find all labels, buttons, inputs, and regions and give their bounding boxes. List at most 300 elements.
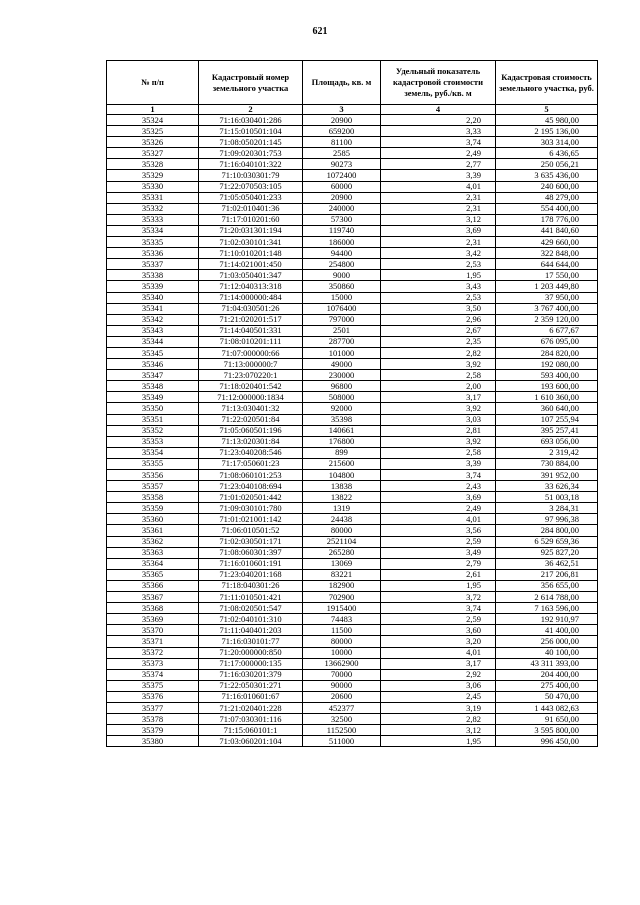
table-row <box>107 558 598 569</box>
cadastral-number-cell: 71:18:020401:542 <box>199 381 303 392</box>
cadastral-value-cell: 284 800,00 <box>496 525 598 536</box>
cadastral-number-cell: 71:10:030301:79 <box>199 170 303 181</box>
area-cell: 176800 <box>303 436 381 447</box>
cadastral-number-cell: 71:08:010201:111 <box>199 336 303 347</box>
specific-value-cell: 3,60 <box>381 625 496 636</box>
area-cell: 2585 <box>303 148 381 159</box>
specific-value-cell: 2,59 <box>381 536 496 547</box>
row-number-cell: 35353 <box>107 436 199 447</box>
cadastral-number-cell: 71:13:030401:32 <box>199 403 303 414</box>
table-row <box>107 536 598 547</box>
cadastral-number-cell: 71:01:021001:142 <box>199 514 303 525</box>
specific-value-cell: 3,39 <box>381 458 496 469</box>
table-row <box>107 414 598 425</box>
area-cell: 230000 <box>303 370 381 381</box>
area-cell: 74483 <box>303 614 381 625</box>
table-row <box>107 425 598 436</box>
area-cell: 13838 <box>303 481 381 492</box>
table-row <box>107 680 598 691</box>
table-row <box>107 514 598 525</box>
cadastral-number-cell: 71:02:030501:171 <box>199 536 303 547</box>
column-number: 5 <box>496 105 598 115</box>
row-number-cell: 35374 <box>107 669 199 680</box>
cadastral-number-cell: 71:03:050401:347 <box>199 270 303 281</box>
row-number-cell: 35327 <box>107 148 199 159</box>
cadastral-value-cell: 2 319,42 <box>496 447 598 458</box>
cadastral-number-cell: 71:21:020401:228 <box>199 702 303 713</box>
cadastral-value-cell: 41 400,00 <box>496 625 598 636</box>
cadastral-value-cell: 284 820,00 <box>496 347 598 358</box>
specific-value-cell: 3,42 <box>381 248 496 259</box>
area-cell: 13069 <box>303 558 381 569</box>
cadastral-value-cell: 996 450,00 <box>496 736 598 747</box>
cadastral-value-cell: 275 400,00 <box>496 680 598 691</box>
row-number-cell: 35351 <box>107 414 199 425</box>
cadastral-value-cell: 48 279,00 <box>496 192 598 203</box>
area-cell: 90273 <box>303 159 381 170</box>
row-number-cell: 35360 <box>107 514 199 525</box>
table-row <box>107 347 598 358</box>
area-cell: 1152500 <box>303 725 381 736</box>
specific-value-cell: 3,33 <box>381 126 496 137</box>
area-cell: 57300 <box>303 214 381 225</box>
specific-value-cell: 3,12 <box>381 214 496 225</box>
specific-value-cell: 3,17 <box>381 658 496 669</box>
area-cell: 60000 <box>303 181 381 192</box>
specific-value-cell: 3,17 <box>381 392 496 403</box>
specific-value-cell: 2,00 <box>381 381 496 392</box>
row-number-cell: 35367 <box>107 592 199 603</box>
row-number-cell: 35378 <box>107 714 199 725</box>
table-row <box>107 192 598 203</box>
cadastral-number-cell: 71:15:010501:104 <box>199 126 303 137</box>
table-row <box>107 381 598 392</box>
row-number-cell: 35366 <box>107 580 199 591</box>
cadastral-value-cell: 240 600,00 <box>496 181 598 192</box>
cadastral-number-cell: 71:16:040101:322 <box>199 159 303 170</box>
cadastral-number-cell: 71:10:010201:148 <box>199 248 303 259</box>
row-number-cell: 35345 <box>107 347 199 358</box>
cadastral-number-cell: 71:08:060301:397 <box>199 547 303 558</box>
cadastral-number-cell: 71:16:030201:379 <box>199 669 303 680</box>
cadastral-number-cell: 71:13:020301:84 <box>199 436 303 447</box>
specific-value-cell: 2,59 <box>381 614 496 625</box>
cadastral-value-cell: 43 311 393,00 <box>496 658 598 669</box>
row-number-cell: 35361 <box>107 525 199 536</box>
cadastral-number-cell: 71:14:000000:484 <box>199 292 303 303</box>
table-row <box>107 580 598 591</box>
specific-value-cell: 3,39 <box>381 170 496 181</box>
row-number-cell: 35348 <box>107 381 199 392</box>
cadastral-value-cell: 3 635 436,00 <box>496 170 598 181</box>
table-row <box>107 392 598 403</box>
row-number-cell: 35368 <box>107 603 199 614</box>
specific-value-cell: 2,82 <box>381 347 496 358</box>
specific-value-cell: 2,81 <box>381 425 496 436</box>
specific-value-cell: 3,92 <box>381 359 496 370</box>
cadastral-value-cell: 730 884,00 <box>496 458 598 469</box>
row-number-cell: 35343 <box>107 325 199 336</box>
row-number-cell: 35375 <box>107 680 199 691</box>
table-row <box>107 237 598 248</box>
area-cell: 15000 <box>303 292 381 303</box>
column-number: 4 <box>381 105 496 115</box>
specific-value-cell: 4,01 <box>381 181 496 192</box>
area-cell: 81100 <box>303 137 381 148</box>
cadastral-number-cell: 71:21:020201:517 <box>199 314 303 325</box>
table-row <box>107 325 598 336</box>
cadastral-number-cell: 71:02:010401:36 <box>199 203 303 214</box>
table-row <box>107 436 598 447</box>
table-row <box>107 614 598 625</box>
column-number: 3 <box>303 105 381 115</box>
table-row <box>107 736 598 747</box>
row-number-cell: 35328 <box>107 159 199 170</box>
row-number-cell: 35332 <box>107 203 199 214</box>
area-cell: 9000 <box>303 270 381 281</box>
table-row <box>107 159 598 170</box>
specific-value-cell: 3,43 <box>381 281 496 292</box>
table-row <box>107 569 598 580</box>
table-row <box>107 281 598 292</box>
row-number-cell: 35373 <box>107 658 199 669</box>
area-cell: 35398 <box>303 414 381 425</box>
table-row <box>107 248 598 259</box>
table-row <box>107 303 598 314</box>
area-cell: 92000 <box>303 403 381 414</box>
column-number-row <box>107 105 598 115</box>
row-number-cell: 35379 <box>107 725 199 736</box>
cadastral-number-cell: 71:16:030101:77 <box>199 636 303 647</box>
table-row <box>107 492 598 503</box>
cadastral-value-cell: 6 436,65 <box>496 148 598 159</box>
cadastral-number-cell: 71:16:010601:67 <box>199 691 303 702</box>
specific-value-cell: 3,12 <box>381 725 496 736</box>
area-cell: 119740 <box>303 225 381 236</box>
row-number-cell: 35350 <box>107 403 199 414</box>
row-number-cell: 35324 <box>107 115 199 126</box>
cadastral-value-cell: 36 462,51 <box>496 558 598 569</box>
area-cell: 90000 <box>303 680 381 691</box>
specific-value-cell: 3,92 <box>381 403 496 414</box>
specific-value-cell: 2,61 <box>381 569 496 580</box>
specific-value-cell: 1,95 <box>381 270 496 281</box>
table-row <box>107 658 598 669</box>
table-row <box>107 259 598 270</box>
cadastral-value-cell: 395 257,41 <box>496 425 598 436</box>
specific-value-cell: 4,01 <box>381 514 496 525</box>
cadastral-number-cell: 71:20:031301:194 <box>199 225 303 236</box>
table-row <box>107 314 598 325</box>
area-cell: 94400 <box>303 248 381 259</box>
row-number-cell: 35376 <box>107 691 199 702</box>
row-number-cell: 35331 <box>107 192 199 203</box>
cadastral-number-cell: 71:08:060101:253 <box>199 470 303 481</box>
page-number: 621 <box>312 26 328 37</box>
table-row <box>107 592 598 603</box>
cadastral-value-cell: 303 314,00 <box>496 137 598 148</box>
area-cell: 215600 <box>303 458 381 469</box>
cadastral-value-cell: 17 550,00 <box>496 270 598 281</box>
specific-value-cell: 2,31 <box>381 203 496 214</box>
cadastral-value-cell: 256 000,00 <box>496 636 598 647</box>
area-cell: 11500 <box>303 625 381 636</box>
cadastral-number-cell: 71:22:020501:84 <box>199 414 303 425</box>
header-row-number: № п/п <box>107 61 199 105</box>
cadastral-number-cell: 71:17:000000:135 <box>199 658 303 669</box>
table-row <box>107 702 598 713</box>
row-number-cell: 35370 <box>107 625 199 636</box>
row-number-cell: 35337 <box>107 259 199 270</box>
cadastral-value-cell: 6 529 659,36 <box>496 536 598 547</box>
row-number-cell: 35354 <box>107 447 199 458</box>
row-number-cell: 35333 <box>107 214 199 225</box>
area-cell: 104800 <box>303 470 381 481</box>
specific-value-cell: 2,79 <box>381 558 496 569</box>
specific-value-cell: 2,53 <box>381 292 496 303</box>
cadastral-value-cell: 693 056,00 <box>496 436 598 447</box>
specific-value-cell: 2,67 <box>381 325 496 336</box>
cadastral-value-cell: 676 095,00 <box>496 336 598 347</box>
specific-value-cell: 2,77 <box>381 159 496 170</box>
cadastral-number-cell: 71:22:070503:105 <box>199 181 303 192</box>
cadastral-number-cell: 71:02:030101:341 <box>199 237 303 248</box>
table-row <box>107 225 598 236</box>
cadastral-value-cell: 178 776,00 <box>496 214 598 225</box>
cadastral-value-cell: 3 767 400,00 <box>496 303 598 314</box>
cadastral-value-cell: 40 100,00 <box>496 647 598 658</box>
table-row <box>107 148 598 159</box>
area-cell: 702900 <box>303 592 381 603</box>
area-cell: 20900 <box>303 192 381 203</box>
table-row <box>107 603 598 614</box>
area-cell: 1076400 <box>303 303 381 314</box>
specific-value-cell: 2,31 <box>381 237 496 248</box>
cadastral-value-cell: 441 840,60 <box>496 225 598 236</box>
table-row <box>107 170 598 181</box>
cadastral-value-cell: 356 655,00 <box>496 580 598 591</box>
cadastral-value-cell: 2 195 136,00 <box>496 126 598 137</box>
area-cell: 83221 <box>303 569 381 580</box>
table-row <box>107 503 598 514</box>
cadastral-value-cell: 360 640,00 <box>496 403 598 414</box>
cadastral-number-cell: 71:05:060501:196 <box>199 425 303 436</box>
table-row <box>107 714 598 725</box>
specific-value-cell: 3,74 <box>381 137 496 148</box>
table-row <box>107 181 598 192</box>
cadastral-value-cell: 644 644,00 <box>496 259 598 270</box>
specific-value-cell: 2,43 <box>381 481 496 492</box>
row-number-cell: 35355 <box>107 458 199 469</box>
cadastral-value-cell: 391 952,00 <box>496 470 598 481</box>
area-cell: 899 <box>303 447 381 458</box>
area-cell: 240000 <box>303 203 381 214</box>
area-cell: 1319 <box>303 503 381 514</box>
cadastral-number-cell: 71:09:030101:780 <box>199 503 303 514</box>
specific-value-cell: 1,95 <box>381 580 496 591</box>
row-number-cell: 35326 <box>107 137 199 148</box>
cadastral-value-cell: 37 950,00 <box>496 292 598 303</box>
cadastral-value-cell: 1 610 360,00 <box>496 392 598 403</box>
specific-value-cell: 3,20 <box>381 636 496 647</box>
table-row <box>107 126 598 137</box>
cadastral-number-cell: 71:02:040101:310 <box>199 614 303 625</box>
area-cell: 287700 <box>303 336 381 347</box>
cadastral-value-cell: 193 600,00 <box>496 381 598 392</box>
area-cell: 13662900 <box>303 658 381 669</box>
table-row <box>107 547 598 558</box>
cadastral-number-cell: 71:07:000000:66 <box>199 347 303 358</box>
cadastral-value-cell: 217 206,81 <box>496 569 598 580</box>
cadastral-number-cell: 71:23:070220:1 <box>199 370 303 381</box>
row-number-cell: 35340 <box>107 292 199 303</box>
cadastral-value-cell: 2 359 120,00 <box>496 314 598 325</box>
table-body <box>107 115 598 747</box>
row-number-cell: 35369 <box>107 614 199 625</box>
area-cell: 2501 <box>303 325 381 336</box>
table-row <box>107 470 598 481</box>
specific-value-cell: 4,01 <box>381 647 496 658</box>
column-number: 1 <box>107 105 199 115</box>
specific-value-cell: 2,58 <box>381 447 496 458</box>
cadastral-number-cell: 71:14:040501:331 <box>199 325 303 336</box>
specific-value-cell: 2,35 <box>381 336 496 347</box>
specific-value-cell: 3,03 <box>381 414 496 425</box>
cadastral-value-cell: 593 400,00 <box>496 370 598 381</box>
specific-value-cell: 3,56 <box>381 525 496 536</box>
table-row <box>107 359 598 370</box>
specific-value-cell: 2,92 <box>381 669 496 680</box>
cadastral-number-cell: 71:07:030301:116 <box>199 714 303 725</box>
specific-value-cell: 3,74 <box>381 470 496 481</box>
area-cell: 1915400 <box>303 603 381 614</box>
cadastral-number-cell: 71:12:000000:1834 <box>199 392 303 403</box>
table-row <box>107 336 598 347</box>
row-number-cell: 35339 <box>107 281 199 292</box>
area-cell: 140661 <box>303 425 381 436</box>
row-number-cell: 35377 <box>107 702 199 713</box>
row-number-cell: 35344 <box>107 336 199 347</box>
area-cell: 20600 <box>303 691 381 702</box>
area-cell: 452377 <box>303 702 381 713</box>
area-cell: 254800 <box>303 259 381 270</box>
row-number-cell: 35365 <box>107 569 199 580</box>
row-number-cell: 35347 <box>107 370 199 381</box>
table-row <box>107 669 598 680</box>
table-row <box>107 137 598 148</box>
row-number-cell: 35356 <box>107 470 199 481</box>
table-row <box>107 203 598 214</box>
specific-value-cell: 2,53 <box>381 259 496 270</box>
area-cell: 508000 <box>303 392 381 403</box>
specific-value-cell: 2,20 <box>381 115 496 126</box>
area-cell: 10000 <box>303 647 381 658</box>
table-row <box>107 447 598 458</box>
cadastral-value-cell: 204 400,00 <box>496 669 598 680</box>
area-cell: 659200 <box>303 126 381 137</box>
area-cell: 186000 <box>303 237 381 248</box>
area-cell: 80000 <box>303 636 381 647</box>
cadastral-value-cell: 1 203 449,80 <box>496 281 598 292</box>
area-cell: 797000 <box>303 314 381 325</box>
cadastral-number-cell: 71:23:040108:694 <box>199 481 303 492</box>
table-row <box>107 647 598 658</box>
cadastral-number-cell: 71:20:000000:850 <box>199 647 303 658</box>
area-cell: 70000 <box>303 669 381 680</box>
cadastral-number-cell: 71:17:050601:23 <box>199 458 303 469</box>
area-cell: 49000 <box>303 359 381 370</box>
cadastral-number-cell: 71:11:010501:421 <box>199 592 303 603</box>
cadastral-value-cell: 91 650,00 <box>496 714 598 725</box>
specific-value-cell: 3,69 <box>381 492 496 503</box>
specific-value-cell: 2,45 <box>381 691 496 702</box>
specific-value-cell: 2,82 <box>381 714 496 725</box>
specific-value-cell: 3,49 <box>381 547 496 558</box>
cadastral-value-cell: 33 626,34 <box>496 481 598 492</box>
row-number-cell: 35372 <box>107 647 199 658</box>
cadastral-value-cell: 50 470,00 <box>496 691 598 702</box>
specific-value-cell: 2,49 <box>381 148 496 159</box>
table-row <box>107 725 598 736</box>
cadastral-value-cell: 1 443 082,63 <box>496 702 598 713</box>
table-row <box>107 270 598 281</box>
table-row <box>107 403 598 414</box>
cadastral-value-cell: 2 614 788,00 <box>496 592 598 603</box>
table-row <box>107 458 598 469</box>
row-number-cell: 35362 <box>107 536 199 547</box>
cadastral-value-cell: 6 677,67 <box>496 325 598 336</box>
specific-value-cell: 3,74 <box>381 603 496 614</box>
cadastral-value-cell: 192 080,00 <box>496 359 598 370</box>
cadastral-number-cell: 71:15:060101:1 <box>199 725 303 736</box>
header-cadastral-number: Кадастровый номер земельного участка <box>199 61 303 105</box>
specific-value-cell: 3,06 <box>381 680 496 691</box>
cadastral-value-cell: 192 910,97 <box>496 614 598 625</box>
table-row <box>107 292 598 303</box>
row-number-cell: 35346 <box>107 359 199 370</box>
table-row <box>107 370 598 381</box>
table-row <box>107 481 598 492</box>
cadastral-value-cell: 925 827,20 <box>496 547 598 558</box>
cadastral-value-cell: 429 660,00 <box>496 237 598 248</box>
row-number-cell: 35338 <box>107 270 199 281</box>
cadastral-value-table <box>106 60 598 747</box>
cadastral-number-cell: 71:18:040301:26 <box>199 580 303 591</box>
cadastral-value-cell: 45 980,00 <box>496 115 598 126</box>
row-number-cell: 35380 <box>107 736 199 747</box>
specific-value-cell: 2,31 <box>381 192 496 203</box>
cadastral-value-cell: 554 400,00 <box>496 203 598 214</box>
cadastral-number-cell: 71:14:021001:450 <box>199 259 303 270</box>
specific-value-cell: 3,19 <box>381 702 496 713</box>
table-row <box>107 691 598 702</box>
cadastral-number-cell: 71:03:060201:104 <box>199 736 303 747</box>
cadastral-number-cell: 71:17:010201:60 <box>199 214 303 225</box>
table-header-row <box>107 61 598 105</box>
row-number-cell: 35342 <box>107 314 199 325</box>
row-number-cell: 35352 <box>107 425 199 436</box>
cadastral-number-cell: 71:23:040201:168 <box>199 569 303 580</box>
row-number-cell: 35334 <box>107 225 199 236</box>
table-row <box>107 525 598 536</box>
area-cell: 80000 <box>303 525 381 536</box>
row-number-cell: 35363 <box>107 547 199 558</box>
area-cell: 265280 <box>303 547 381 558</box>
table-row <box>107 625 598 636</box>
specific-value-cell: 1,95 <box>381 736 496 747</box>
row-number-cell: 35364 <box>107 558 199 569</box>
row-number-cell: 35341 <box>107 303 199 314</box>
